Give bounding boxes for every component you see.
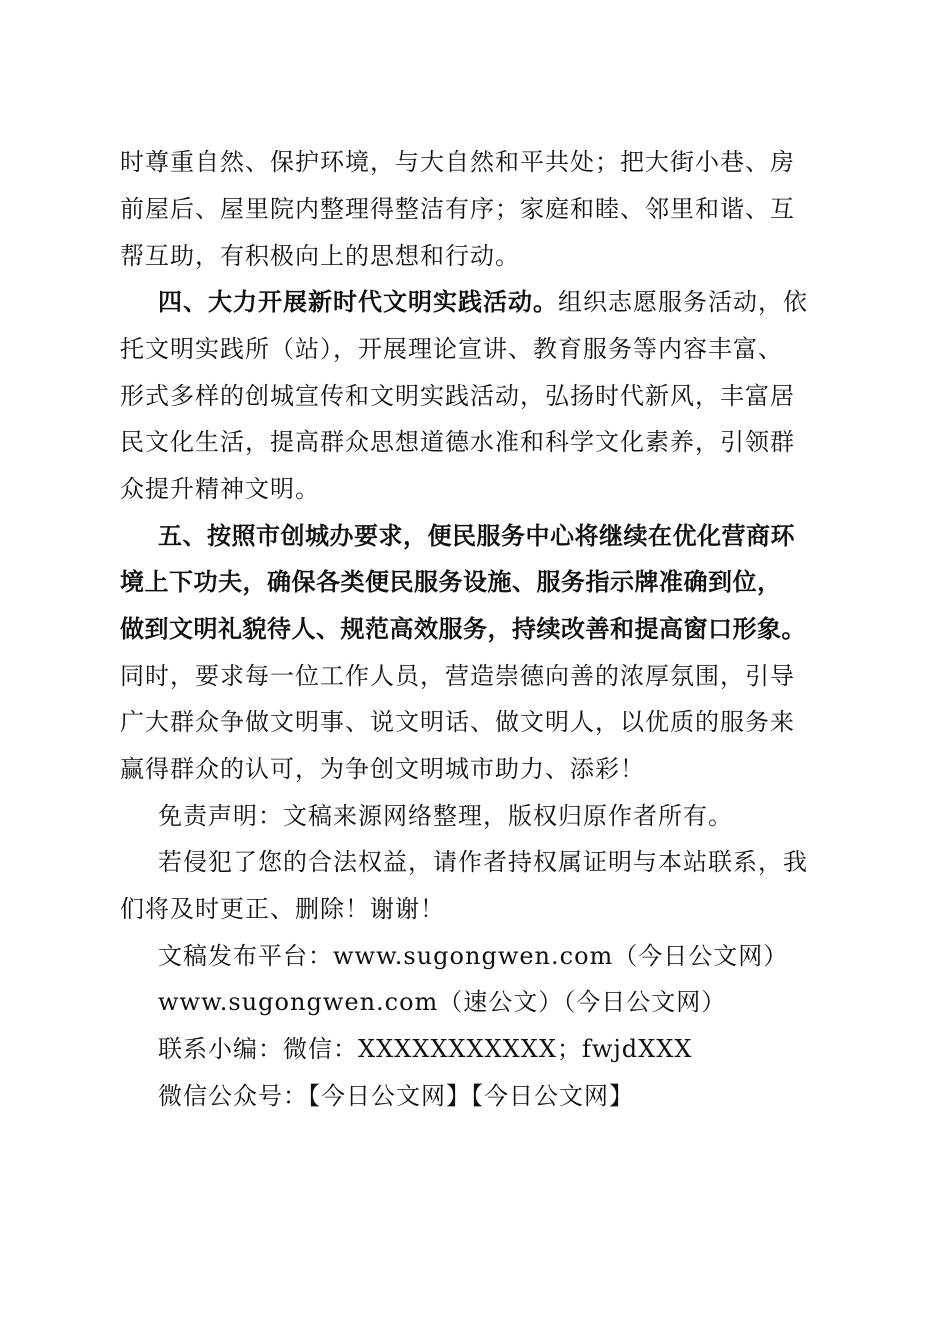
text-line: 形式多样的创城宣传和文明实践活动，弘扬时代新风，丰富居 [120,382,795,410]
text-line: 时尊重自然、保护环境，与大自然和平共处；把大街小巷、房 [120,148,795,176]
section-five-bold-line: 做到文明礼貌待人、规范高效服务，持续改善和提高窗口形象。 [120,615,806,643]
contact-line: 联系小编：微信：XXXXXXXXXXX；fwjdXXX [158,1035,693,1063]
section-four-first-line [158,286,808,318]
text-line: 托文明实践所（站），开展理论宣讲、教育服务等内容丰富、 [120,335,783,363]
site-line: www.sugongwen.com（速公文）（今日公文网） [158,988,727,1016]
disclaimer-line: 若侵犯了您的合法权益，请作者持权属证明与本站联系，我 [158,848,808,876]
disclaimer-line: 们将及时更正、删除！谢谢！ [120,895,445,923]
text-line: 赢得群众的认可，为争创文明城市助力、添彩！ [120,755,645,783]
text-line: 同时，要求每一位工作人员，营造崇德向善的浓厚氛围，引导 [120,662,795,690]
disclaimer-line: 免责声明：文稿来源网络整理，版权归原作者所有。 [158,802,733,830]
text-line: 帮互助，有积极向上的思想和行动。 [120,242,520,270]
text-line: 民文化生活，提高群众思想道德水准和科学文化素养，引领群 [120,428,795,456]
section-four-first-line-rest: 组织志愿服务活动，依 [558,288,808,316]
text-line: 众提升精神文明。 [120,475,320,503]
text-line: 前屋后、屋里院内整理得整洁有序；家庭和睦、邻里和谐、互 [120,195,795,223]
section-five-heading-line: 五、按照市创城办要求，便民服务中心将继续在优化营商环 [158,522,795,550]
text-line: 广大群众争做文明事、说文明话、做文明人，以优质的服务来 [120,708,795,736]
platform-line: 文稿发布平台：www.sugongwen.com（今日公文网） [158,942,789,970]
section-five-bold-line: 境上下功夫，确保各类便民服务设施、服务指示牌准确到位， [120,568,782,596]
wechat-line: 微信公众号：【今日公文网】【今日公文网】 [158,1082,634,1110]
section-four-heading: 四、大力开展新时代文明实践活动。 [158,288,558,316]
